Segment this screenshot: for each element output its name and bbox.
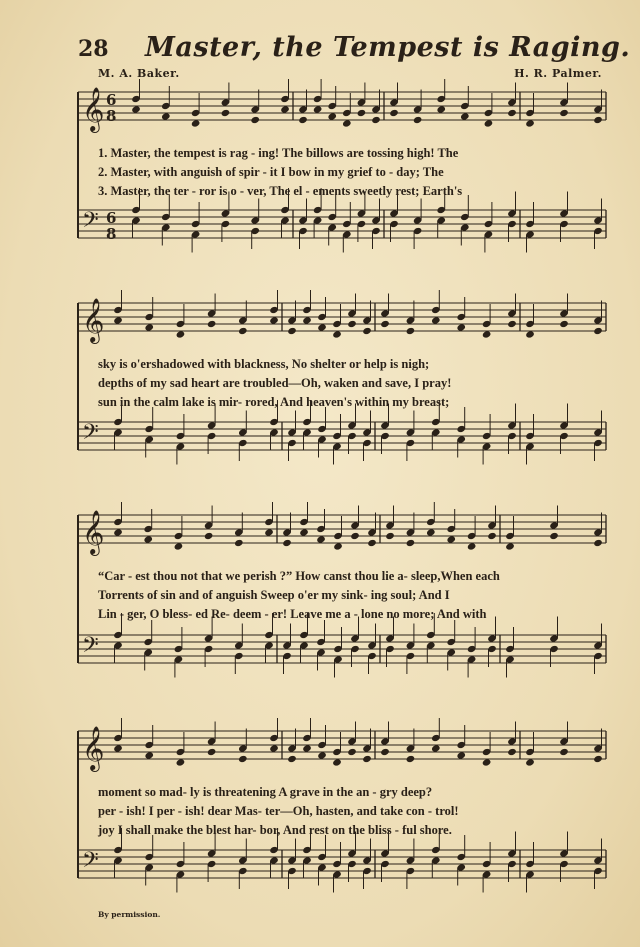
lyric-line: depths of my sad heart are troubled—Oh, waken and save, I pray!	[98, 376, 452, 390]
note-head	[593, 327, 603, 335]
note-head	[302, 316, 312, 324]
note-head	[161, 112, 171, 120]
note-head	[487, 532, 497, 540]
note-head	[460, 112, 470, 120]
note-head	[371, 116, 381, 124]
lyric-line: per - ish! I per - ish! dear Mas- ter—Oh, hasten, and take con - trol!	[98, 804, 459, 818]
note-head	[549, 532, 559, 540]
note-head	[456, 751, 466, 759]
bass-clef: 𝄢	[82, 848, 99, 878]
note-head	[316, 535, 326, 543]
note-head	[525, 119, 535, 127]
note-head	[347, 320, 357, 328]
note-head	[593, 755, 603, 763]
bass-clef: 𝄢	[82, 633, 99, 663]
treble-clef: 𝄞	[82, 510, 105, 554]
lyric-line: 1. Master, the tempest is rag - ing! The billows are tossing high! The	[98, 146, 459, 160]
note-head	[238, 327, 248, 335]
note-head	[507, 109, 517, 117]
note-head	[287, 327, 297, 335]
note-head	[298, 116, 308, 124]
note-head	[313, 105, 323, 113]
note-head	[484, 119, 494, 127]
note-head	[367, 539, 377, 547]
permission-note: By permission.	[98, 910, 161, 919]
note-head	[287, 755, 297, 763]
note-head	[446, 535, 456, 543]
note-head	[362, 327, 372, 335]
note-head	[113, 744, 123, 752]
note-head	[559, 748, 569, 756]
note-head	[342, 119, 352, 127]
note-head	[389, 109, 399, 117]
treble-clef: 𝄞	[82, 726, 105, 770]
note-head	[207, 320, 217, 328]
note-head	[234, 539, 244, 547]
note-head	[436, 105, 446, 113]
note-head	[176, 330, 186, 338]
note-head	[317, 751, 327, 759]
note-head	[525, 758, 535, 766]
note-head	[350, 532, 360, 540]
lyric-line: Torrents of sin and of anguish Sweep o'er my sink- ing soul; And I	[98, 588, 450, 602]
bass-clef: 𝄢	[82, 420, 99, 450]
note-head	[280, 105, 290, 113]
note-head	[113, 316, 123, 324]
note-head	[431, 316, 441, 324]
composer-credit: H. R. Palmer.	[514, 67, 602, 80]
note-head	[299, 528, 309, 536]
note-head	[317, 323, 327, 331]
note-head	[332, 330, 342, 338]
note-head	[431, 744, 441, 752]
note-head	[347, 748, 357, 756]
note-head	[238, 755, 248, 763]
note-head	[482, 330, 492, 338]
page-number: 28	[78, 36, 109, 62]
lyric-line: 3. Master, the ter - ror is o - ver, The el - ements sweetly rest; Earth's	[98, 184, 463, 198]
lyric-line: sky is o'ershadowed with blackness, No shelter or help is nigh;	[98, 357, 430, 371]
note-head	[406, 539, 416, 547]
note-head	[507, 748, 517, 756]
lyric-line: 2. Master, with anguish of spir - it I bow in my grief to - day; The	[98, 165, 444, 179]
note-head	[269, 744, 279, 752]
note-head	[144, 323, 154, 331]
lyric-line: “Car - est thou not that we perish ?” How canst thou lie a- sleep,When each	[98, 569, 500, 583]
lyric-line: moment so mad- ly is threatening A grave in the an - gry deep?	[98, 785, 433, 799]
note-head	[174, 542, 184, 550]
note-head	[131, 105, 141, 113]
lyric-line: sun in the calm lake is mir- rored, And heaven's within my breast;	[98, 395, 450, 409]
note-head	[269, 316, 279, 324]
note-head	[426, 528, 436, 536]
note-head	[593, 539, 603, 547]
note-head	[191, 119, 201, 127]
note-head	[406, 755, 416, 763]
note-head	[505, 542, 515, 550]
note-head	[559, 320, 569, 328]
note-head	[144, 751, 154, 759]
time-sig-bottom: 8	[106, 225, 117, 243]
note-head	[385, 532, 395, 540]
note-head	[467, 542, 477, 550]
note-head	[507, 320, 517, 328]
note-head	[406, 327, 416, 335]
note-head	[593, 116, 603, 124]
note-head	[332, 758, 342, 766]
note-head	[525, 330, 535, 338]
note-head	[302, 744, 312, 752]
note-head	[482, 758, 492, 766]
lyric-line: Lin - ger, O bless- ed Re- deem - er! Leave me a - lone no more; And with	[98, 607, 487, 621]
note-head	[113, 528, 123, 536]
note-head	[380, 320, 390, 328]
note-head	[264, 528, 274, 536]
time-sig-top: 6	[106, 91, 117, 109]
note-head	[143, 535, 153, 543]
lyric-line: joy I shall make the blest har- bor, And rest on the bliss - ful shore.	[98, 823, 452, 837]
hymn-title: Master, the Tempest is Raging.	[145, 32, 631, 63]
time-sig-bottom: 8	[106, 107, 117, 125]
note-head	[413, 116, 423, 124]
treble-clef: 𝄞	[82, 87, 105, 131]
treble-clef: 𝄞	[82, 298, 105, 342]
note-head	[559, 109, 569, 117]
note-head	[333, 542, 343, 550]
note-head	[456, 323, 466, 331]
note-head	[250, 116, 260, 124]
time-sig-top: 6	[106, 209, 117, 227]
note-head	[362, 755, 372, 763]
note-head	[327, 112, 337, 120]
note-head	[221, 109, 231, 117]
bass-clef: 𝄢	[82, 208, 99, 238]
note-head	[204, 532, 214, 540]
lyricist-credit: M. A. Baker.	[98, 67, 180, 80]
note-head	[176, 758, 186, 766]
note-head	[282, 539, 292, 547]
note-head	[207, 748, 217, 756]
note-head	[357, 109, 367, 117]
note-head	[380, 748, 390, 756]
